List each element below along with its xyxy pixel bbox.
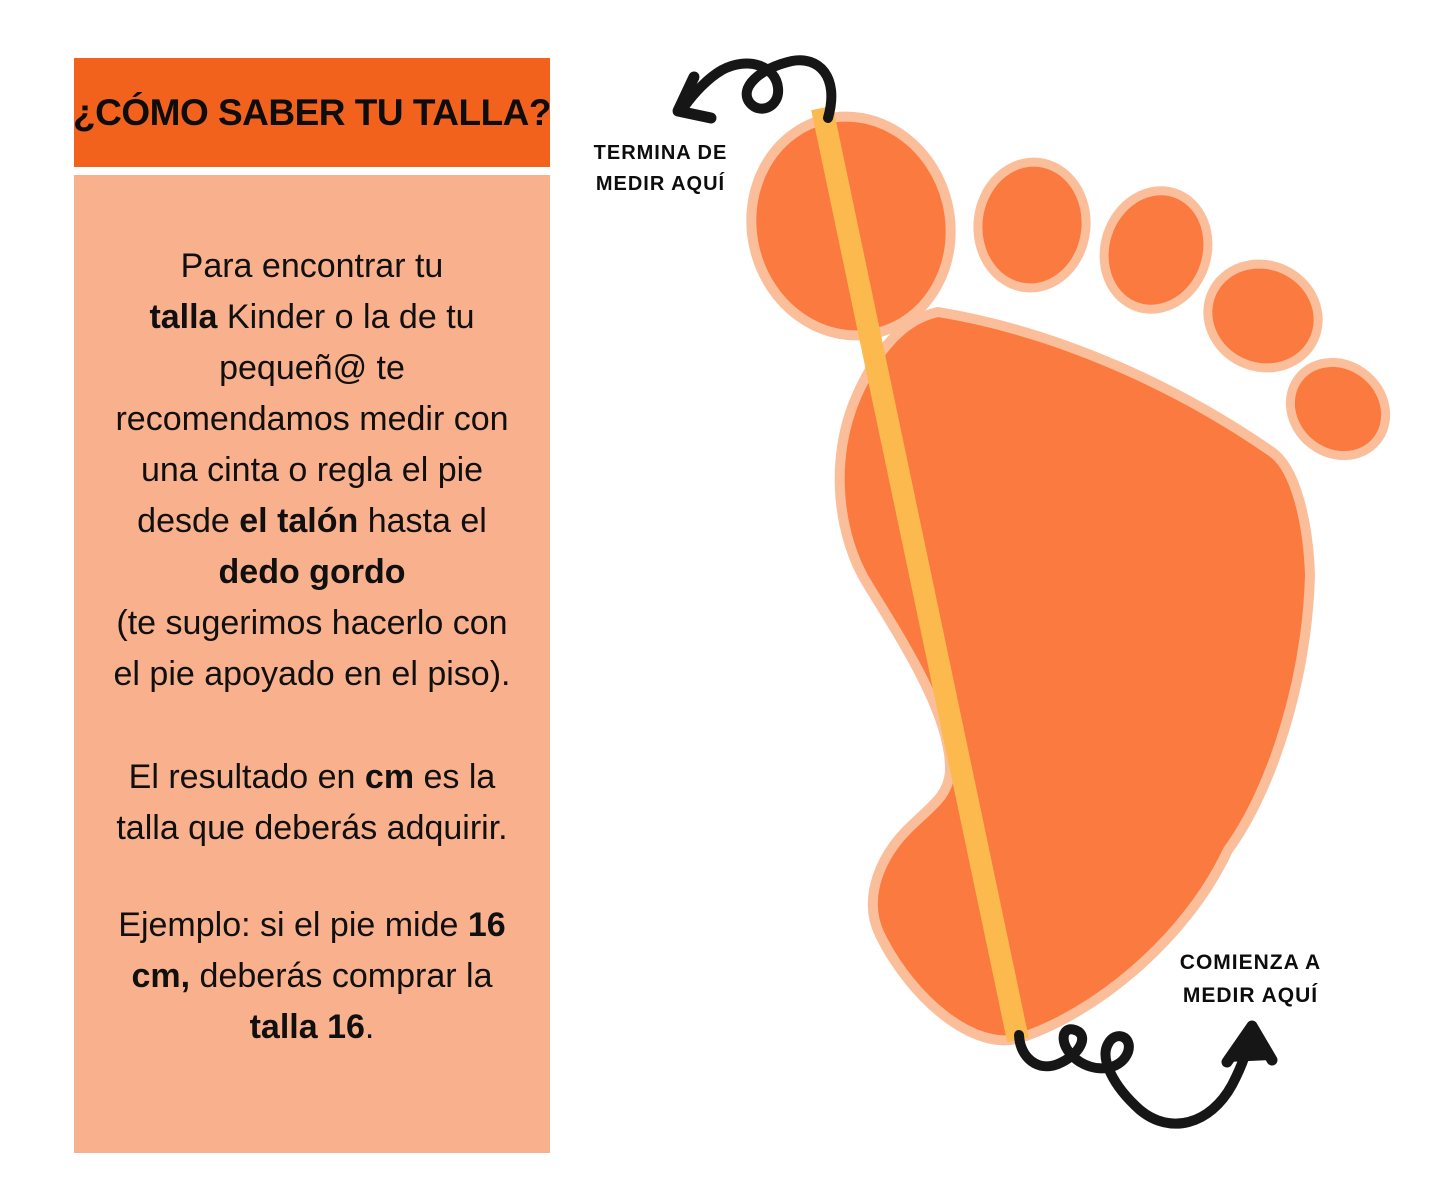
label-start-measuring: COMIENZA A MEDIR AQUÍ [1179,951,1322,1007]
spring-arrow-bottom-icon [1019,1026,1272,1124]
paragraph-result: El resultado en cm es la talla que deberás adquirir. [116,758,508,847]
curly-arrow-top-icon [678,60,831,118]
toe-3-shape [1089,177,1223,323]
foot-sole-shape [840,312,1310,1040]
page-title: ¿CÓMO SABER TU TALLA? [73,91,551,133]
label-end-measuring: TERMINA DE MEDIR AQUÍ [593,142,728,195]
toe-2-shape [972,157,1093,294]
paragraph-example: Ejemplo: si el pie mide 16 cm, deberás comprar la talla 16. [118,906,506,1046]
paragraph-measure: Para encontrar tu talla Kinder o la de tu pequeñ@ te recomendamos medir con una cinta o regla el pie desde el talón hasta el dedo gordo (te sugerimos hacerlo con el pie apoyado en el piso). [113,247,511,693]
